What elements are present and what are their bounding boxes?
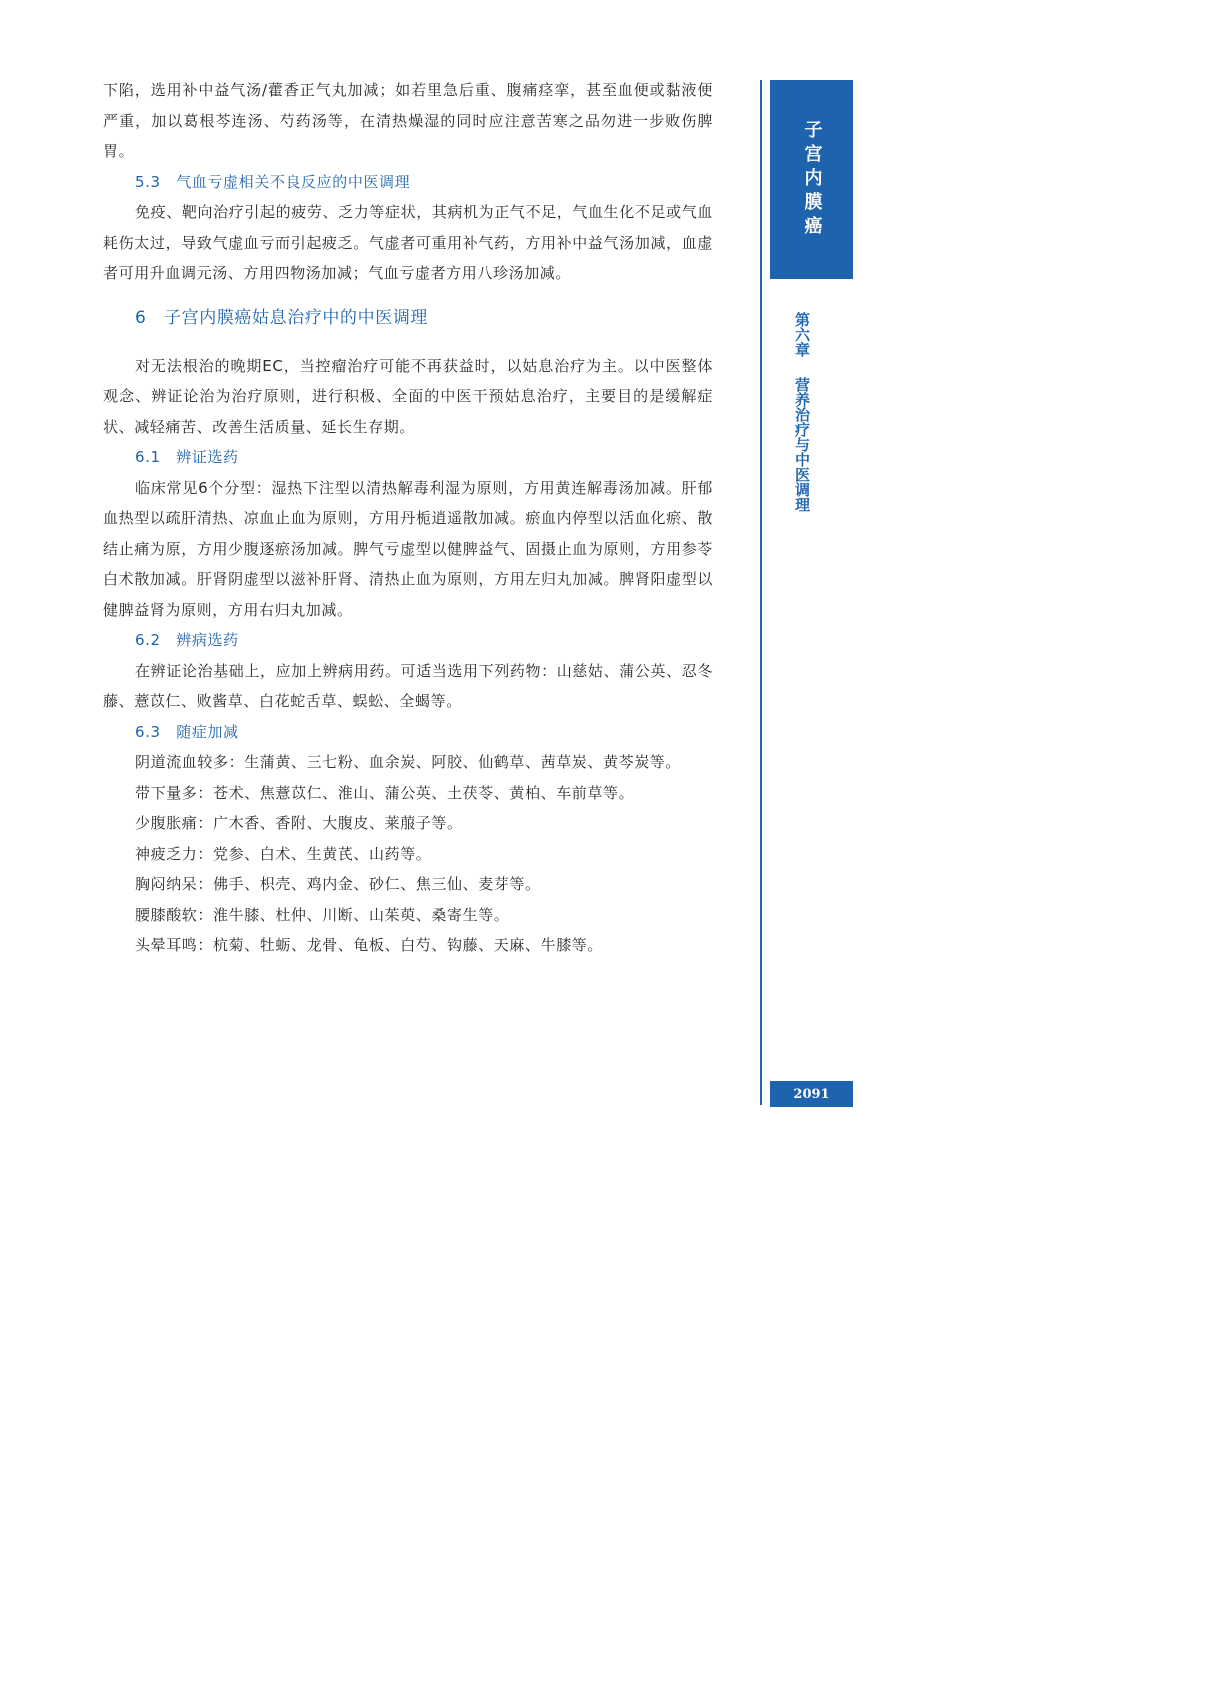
- heading-6-3: 6.3 随症加减: [135, 722, 239, 741]
- list-item: 腰膝酸软：淮牛膝、杜仲、川断、山茱萸、桑寄生等。: [135, 905, 510, 924]
- chapter-tab: [770, 80, 853, 279]
- page-number-box: [770, 1081, 853, 1107]
- list-item: 少腹胀痛：广木香、香附、大腹皮、莱菔子等。: [135, 814, 463, 832]
- chapter-label: [792, 312, 813, 512]
- heading-6-1: 6.1 辨证选药: [135, 448, 239, 466]
- chapter-name: 营养治疗与中医调理: [793, 377, 811, 512]
- heading-5-3: 5.3 气血亏虚相关不良反应的中医调理: [135, 172, 411, 191]
- main-content: [103, 75, 713, 961]
- tab-title: 子宫内膜癌: [801, 119, 823, 240]
- heading-6-2: 6.2 辨病选药: [135, 631, 239, 649]
- paragraph-5-3: 免疫、靶向治疗引起的疲劳、乏力等症状，其病机为正气不足，气血生化不足或气血耗伤太过，导致气虚血亏而引起疲乏。气虚者可重用补气药，方用补中益气汤加减，血虚者可用升血调元汤、方用四物汤加减；气血亏虚者方用八珍汤加减。: [103, 203, 713, 282]
- list-item: 带下量多：苍术、焦薏苡仁、淮山、蒲公英、土茯苓、黄柏、车前草等。: [135, 783, 635, 802]
- page-number: 2091: [793, 1086, 830, 1102]
- paragraph-intro: 下陷，选用补中益气汤/藿香正气丸加减；如若里急后重、腹痛痉挛，甚至血便或黏液便严重，加以葛根芩连汤、芍药汤等，在清热燥湿的同时应注意苦寒之品勿进一步败伤脾胃。: [103, 81, 713, 160]
- paragraph-6: 对无法根治的晚期EC，当控瘤治疗可能不再获益时，以姑息治疗为主。以中医整体观念、辨证论治为治疗原则，进行积极、全面的中医干预姑息治疗，主要目的是缓解症状、减轻痛苦、改善生活质量、延长生存期。: [103, 356, 713, 436]
- chapter-number: 第六章: [793, 312, 811, 357]
- paragraph-6-1: 临床常见6个分型：湿热下注型以清热解毒利湿为原则，方用黄连解毒汤加减。肝郁血热型以疏肝清热、凉血止血为原则，方用丹栀逍遥散加减。瘀血内停型以活血化瘀、散结止痛为原，方用少腹逐瘀汤加减。脾气亏虚型以健脾益气、固摄止血为原则，方用参苓白术散加减。肝肾阴虚型以滋补肝肾、清热止血为原则，方用左归丸加减。脾肾阳虚型以健脾益肾为原则，方用右归丸加减。: [103, 478, 713, 619]
- paragraph-6-2: 在辨证论治基础上，应加上辨病用药。可适当选用下列药物：山慈姑、蒲公英、忍冬藤、薏苡仁、败酱草、白花蛇舌草、蜈蚣、全蝎等。: [103, 661, 713, 710]
- heading-6: 6 子宫内膜癌姑息治疗中的中医调理: [135, 307, 429, 328]
- list-item: 神疲乏力：党参、白术、生黄芪、山药等。: [135, 844, 432, 863]
- list-item: 头晕耳鸣：杭菊、牡蛎、龙骨、龟板、白芍、钩藤、天麻、牛膝等。: [135, 936, 604, 954]
- list-item: 胸闷纳呆：佛手、枳壳、鸡内金、砂仁、焦三仙、麦芽等。: [135, 875, 541, 893]
- list-item: 阴道流血较多：生蒲黄、三七粉、血余炭、阿胶、仙鹤草、茜草炭、黄芩炭等。: [135, 753, 682, 771]
- side-rule-divider: [760, 80, 762, 1105]
